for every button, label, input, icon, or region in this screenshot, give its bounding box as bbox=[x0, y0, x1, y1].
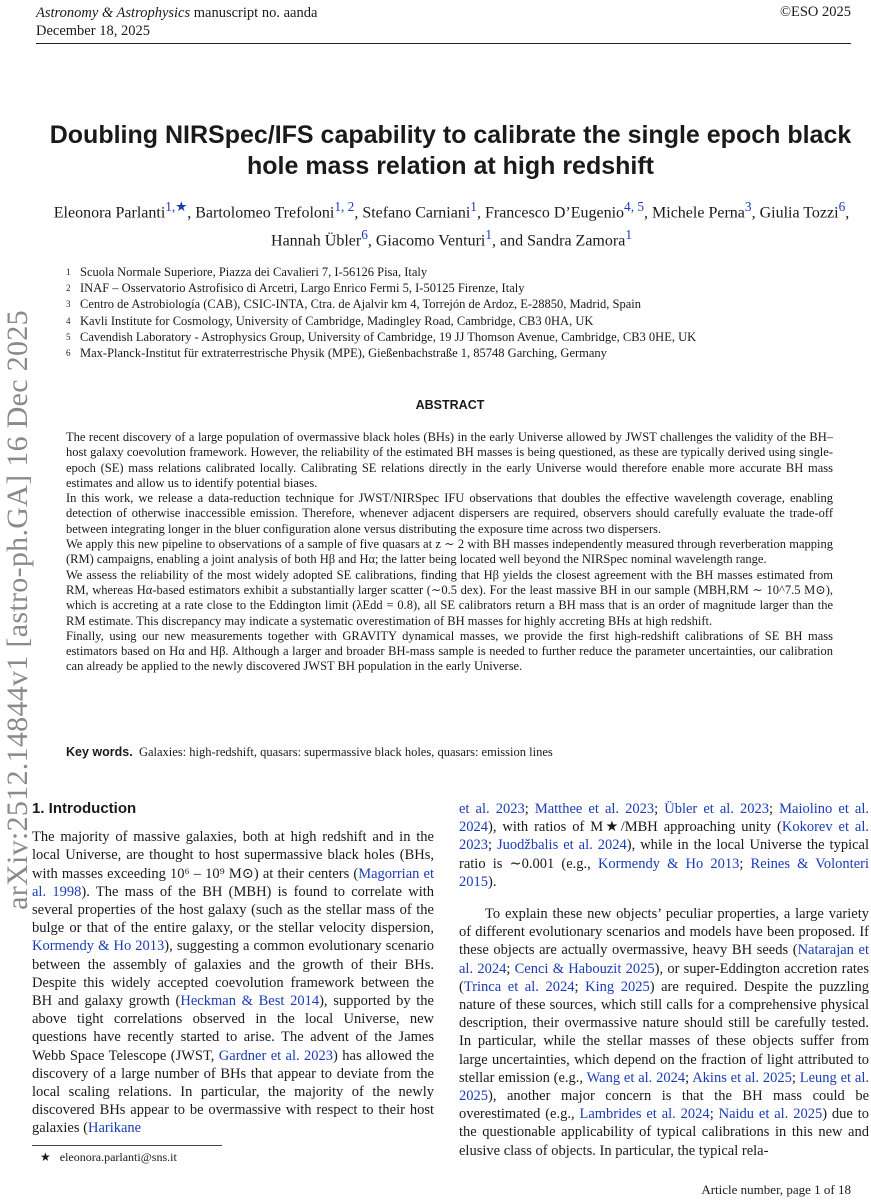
body-text: ) due to the questionable applicability of typical calibrations in this new and elusive class of objects. In particular, the typical rela- bbox=[459, 1106, 870, 1159]
affiliation-text: Centro de Astrobiología (CAB), CSIC-INTA, Ctra. de Ajalvir km 4, Torrejón de Ardoz, E-28850, Madrid, Spain bbox=[80, 297, 642, 312]
body-text: ; bbox=[709, 1106, 719, 1123]
affiliation-item bbox=[66, 296, 696, 312]
author-affiliation-mark[interactable]: 1, 2 bbox=[334, 199, 355, 214]
footnote-rule bbox=[32, 1145, 222, 1146]
author-name: Eleonora Parlanti bbox=[53, 204, 166, 222]
citation-link[interactable]: Leung et al. 2025 bbox=[459, 1069, 869, 1105]
citation-link[interactable]: Maiolino et al. 2024 bbox=[459, 801, 870, 836]
citation-link[interactable]: Juodžbalis et al. 2024 bbox=[497, 837, 627, 854]
citation-link[interactable]: King 2025 bbox=[585, 978, 650, 995]
affiliation-number: 3 bbox=[66, 299, 71, 310]
arxiv-id: arXiv:2512.14844v1 [astro-ph.GA] 16 Dec 2025 bbox=[1, 310, 34, 910]
body-text: ) are required. Despite the puzzling nature of these sources, which still calls for a comprehensive physical description, their overmassive nature should still be carefully tested. In particular, while the stellar masses of these objects suffer from large uncertainties, which depend on the fraction of light attributed to stellar emission (e.g., bbox=[459, 978, 870, 1086]
body-text: ; bbox=[791, 1069, 800, 1086]
footnote-mark: ★ bbox=[40, 1150, 51, 1164]
body-text: ; bbox=[506, 960, 515, 977]
abstract-paragraph: We apply this new pipeline to observations of a sample of five quasars at z ∼ 2 with BH masses independently measured through reverberation mapping (RM) campaigns, enabling a joint analysis of both Hβ and Hα; the latter being located well beyond the NIRSpec nominal wavelength range. bbox=[66, 537, 833, 567]
body-text: ; bbox=[574, 978, 586, 995]
author-affiliation-mark[interactable]: 1,★ bbox=[165, 199, 188, 214]
author-affiliation-mark[interactable]: 1 bbox=[625, 227, 632, 243]
body-text: ; bbox=[654, 801, 665, 817]
body-text: ; bbox=[739, 855, 751, 872]
body-text: ; bbox=[685, 1069, 693, 1086]
left-column bbox=[32, 800, 434, 1138]
citation-link[interactable]: Übler et al. 2023 bbox=[664, 801, 770, 817]
affiliation-list bbox=[66, 264, 696, 361]
author-name: Bartolomeo Trefoloni bbox=[195, 204, 335, 222]
author-affiliation-mark[interactable]: 3 bbox=[744, 199, 752, 214]
body-text: ). bbox=[488, 873, 497, 890]
author-affiliation-mark[interactable]: 4, 5 bbox=[624, 199, 645, 214]
body-text: ), with ratios of M★/MBH approaching unity ( bbox=[488, 819, 782, 836]
abstract-paragraph: Finally, using our new measurements together with GRAVITY dynamical masses, we provide the first high-redshift calibrations of SE BH mass estimators based on Hα and Hβ. Although a larger and broader BH-mass sample is needed to further reduce the parameter uncertainties, our calibration can already be applied to the newly discovered JWST BH population in the early Universe. bbox=[66, 628, 833, 674]
abstract-paragraph: The recent discovery of a large population of overmassive black holes (BHs) in the early Universe allowed by JWST challenges the validity of the BH–host galaxy coevolution framework. However, the reliability of the estimated BH masses is being questioned, as these are typically derived using single-epoch (SE) mass relations calibrated locally. Calibrating SE relations directly in the early Universe would therefore enable more accurate BH mass estimates and allow us to identify potential biases. bbox=[66, 430, 833, 490]
citation-link[interactable]: Matthee et al. 2023 bbox=[534, 801, 655, 817]
author-affiliation-mark[interactable]: 6 bbox=[838, 199, 846, 214]
page-footer: Article number, page 1 of 18 bbox=[701, 1182, 851, 1197]
body-text: ; bbox=[524, 801, 535, 817]
author-name: Francesco D’Eugenio bbox=[484, 204, 625, 222]
author-name: Hannah Übler bbox=[271, 232, 362, 250]
body-text: ), another major concern is that the BH mass could be overestimated (e.g., bbox=[459, 1088, 869, 1123]
citation-link[interactable]: Wang et al. 2024 bbox=[586, 1069, 686, 1086]
citation-link[interactable]: Cenci & Habouzit 2025 bbox=[514, 960, 655, 977]
header-rule bbox=[36, 43, 851, 44]
citation-link[interactable]: Akins et al. 2025 bbox=[692, 1069, 792, 1086]
footnote bbox=[40, 1150, 177, 1165]
section-heading: 1. Introduction bbox=[32, 800, 137, 817]
affiliation-number: 6 bbox=[66, 348, 71, 359]
author-name: Giacomo Venturi bbox=[375, 232, 486, 250]
footnote-email[interactable]: eleonora.parlanti@sns.it bbox=[59, 1150, 177, 1164]
intro-paragraph-right-1 bbox=[459, 800, 869, 891]
abstract-paragraph: In this work, we release a data-reduction technique for JWST/NIRSpec IFU observations that doubles the effective wavelength coverage, enabling detection of otherwise inaccessible emission. Therefore, whenever adjacent dispersers are required, observers should carefully evaluate the trade-off between integrating longer in the bluer configuration alone versus distributing the exposure time across two dispersers. bbox=[66, 491, 833, 536]
citation-link[interactable]: Kormendy & Ho 2013 bbox=[597, 855, 740, 872]
abstract-body bbox=[66, 430, 833, 675]
body-text: ), suggesting a common evolutionary scenario between the assembly of galaxies and the growth of their BHs. Despite this widely accepted coevolution framework between the BH and galaxy growth ( bbox=[32, 938, 435, 1010]
author-name: Giulia Tozzi bbox=[759, 204, 839, 222]
author-name: Stefano Carniani bbox=[362, 204, 471, 222]
body-text: To explain these new objects’ peculiar properties, a large variety of different evolutionary scenarios and models have been proposed. If these objects are actually overmassive, heavy BH seeds ( bbox=[459, 906, 869, 959]
affiliation-item bbox=[66, 329, 696, 345]
right-column bbox=[459, 800, 869, 1160]
author-name: Michele Perna bbox=[652, 204, 745, 222]
citation-link[interactable]: Naidu et al. 2025 bbox=[718, 1106, 823, 1123]
abstract-paragraph: We assess the reliability of the most widely adopted SE calibrations, finding that Hβ yields the closest agreement with the BH masses estimated from RM, whereas Hα-based estimators exhibit a substantially larger scatter (∼0.5 dex). For the least massive BH in our sample (MBH,RM ∼ 10^7.5 M⊙), which is accreting at a rate close to the Eddington limit (λEdd = 0.8), all SE calibrators return a BH mass that is an order of magnitude larger than the RM estimate. This discrepancy may indicate a systematic overestimation of BH masses for highly accreting BHs at high redshift. bbox=[66, 567, 833, 628]
citation-link[interactable]: Lambrides et al. 2024 bbox=[579, 1106, 710, 1123]
affiliation-number: 4 bbox=[66, 315, 71, 326]
body-text: ), or super-Eddington accretion rates ( bbox=[459, 960, 869, 995]
author-affiliation-mark[interactable]: 1 bbox=[485, 227, 493, 243]
citation-link[interactable]: Heckman & Best 2014 bbox=[180, 993, 320, 1010]
citation-link[interactable]: Natarajan et al. 2024 bbox=[459, 942, 870, 977]
author-name: Sandra Zamora bbox=[527, 232, 626, 250]
paper-title: Doubling NIRSpec/IFS capability to calibrate the single epoch black hole mass relation at high redshift bbox=[49, 121, 852, 180]
author-list: Eleonora Parlanti$^{1,★}$, Bartolomeo Trefoloni$^{1, 2}$, Stefano Carniani$^1$, Francesco D’Eugenio$^{4, 5}$, Michele Perna$^3$, Giulia Tozzi$^6$, Hannah Übler$^6$, Giacomo Venturi$^1$, and Sandra Zamora$^1$ bbox=[53, 199, 850, 250]
affiliation-text: Kavli Institute for Cosmology, University of Cambridge, Madingley Road, Cambridge, CB3 0HA, UK bbox=[80, 313, 594, 328]
affiliation-number: 1 bbox=[66, 267, 71, 277]
body-text: ), supported by the above tight correlations observed in the local Universe, new questions have recently started to arise. The advent of the James Webb Space Telescope (JWST, bbox=[32, 993, 434, 1064]
citation-link[interactable]: Harikane bbox=[87, 1120, 142, 1137]
affiliation-text: Scuola Normale Superiore, Piazza dei Cavalieri 7, I-56126 Pisa, Italy bbox=[80, 265, 428, 279]
affiliation-item bbox=[66, 280, 696, 296]
body-text: ; bbox=[488, 837, 498, 854]
keywords-text: Galaxies: high-redshift, quasars: supermassive black holes, quasars: emission lines bbox=[138, 745, 553, 759]
author-affiliation-mark[interactable]: 1 bbox=[470, 199, 477, 214]
citation-link[interactable]: Trinca et al. 2024 bbox=[463, 978, 575, 995]
arxiv-sidebar bbox=[0, 290, 36, 930]
affiliation-text: INAF – Osservatorio Astrofisico di Arcetri, Largo Enrico Fermi 5, I-50125 Firenze, Italy bbox=[80, 281, 525, 296]
manuscript-number: manuscript no. aanda bbox=[193, 5, 318, 21]
affiliation-item bbox=[66, 313, 696, 329]
intro-paragraph-left bbox=[32, 828, 434, 1137]
affiliation-number: 2 bbox=[66, 283, 71, 294]
intro-paragraph-right-2 bbox=[459, 905, 869, 1160]
copyright: ©ESO 2025 bbox=[779, 4, 851, 20]
author-affiliation-mark[interactable]: 6 bbox=[361, 227, 368, 243]
keywords bbox=[66, 745, 833, 760]
affiliation-number: 5 bbox=[66, 331, 71, 342]
running-header bbox=[36, 4, 317, 40]
citation-link[interactable]: Magorrian et al. 1998 bbox=[32, 865, 434, 900]
header-date: December 18, 2025 bbox=[36, 23, 150, 39]
citation-link[interactable]: Gardner et al. 2023 bbox=[218, 1047, 334, 1064]
body-text: ) has allowed the discovery of a large number of BHs that appear to deviate from the local scaling relations. In particular, the majority of the newly discovered BHs appear to be overmassive with respect to their host galaxies ( bbox=[32, 1047, 434, 1137]
citation-link[interactable]: et al. 2023 bbox=[459, 801, 525, 817]
citation-link[interactable]: Kormendy & Ho 2013 bbox=[32, 938, 165, 955]
affiliation-text: Cavendish Laboratory - Astrophysics Group, University of Cambridge, 19 JJ Thomson Avenue, Cambridge, CB3 0HE, UK bbox=[80, 329, 697, 344]
body-text: The majority of massive galaxies, both at high redshift and in the local Universe, are thought to host supermassive black holes (BHs, with masses exceeding 10⁶ – 10⁹ M⊙) at their centers ( bbox=[32, 829, 434, 882]
affiliation-text: Max-Planck-Institut für extraterrestrische Physik (MPE), Gießenbachstraße 1, 85748 Garching, Germany bbox=[80, 346, 607, 361]
journal-name: Astronomy & Astrophysics bbox=[36, 5, 191, 21]
keywords-label: Key words. bbox=[66, 745, 133, 759]
affiliation-item bbox=[66, 264, 696, 280]
abstract-heading: ABSTRACT bbox=[415, 398, 485, 412]
citation-link[interactable]: Reines & Volonteri 2015 bbox=[459, 855, 869, 890]
affiliation-item bbox=[66, 345, 696, 361]
body-text: ), while in the local Universe the typical ratio is ∼0.001 (e.g., bbox=[459, 837, 869, 872]
body-text: ; bbox=[769, 801, 780, 817]
body-text: ). The mass of the BH (MBH) is found to correlate with several properties of the host galaxy (such as the stellar mass of the bulge or that of the entire galaxy, or the stellar velocity dispersion, bbox=[32, 883, 434, 937]
citation-link[interactable]: Kokorev et al. 2023 bbox=[459, 819, 869, 854]
